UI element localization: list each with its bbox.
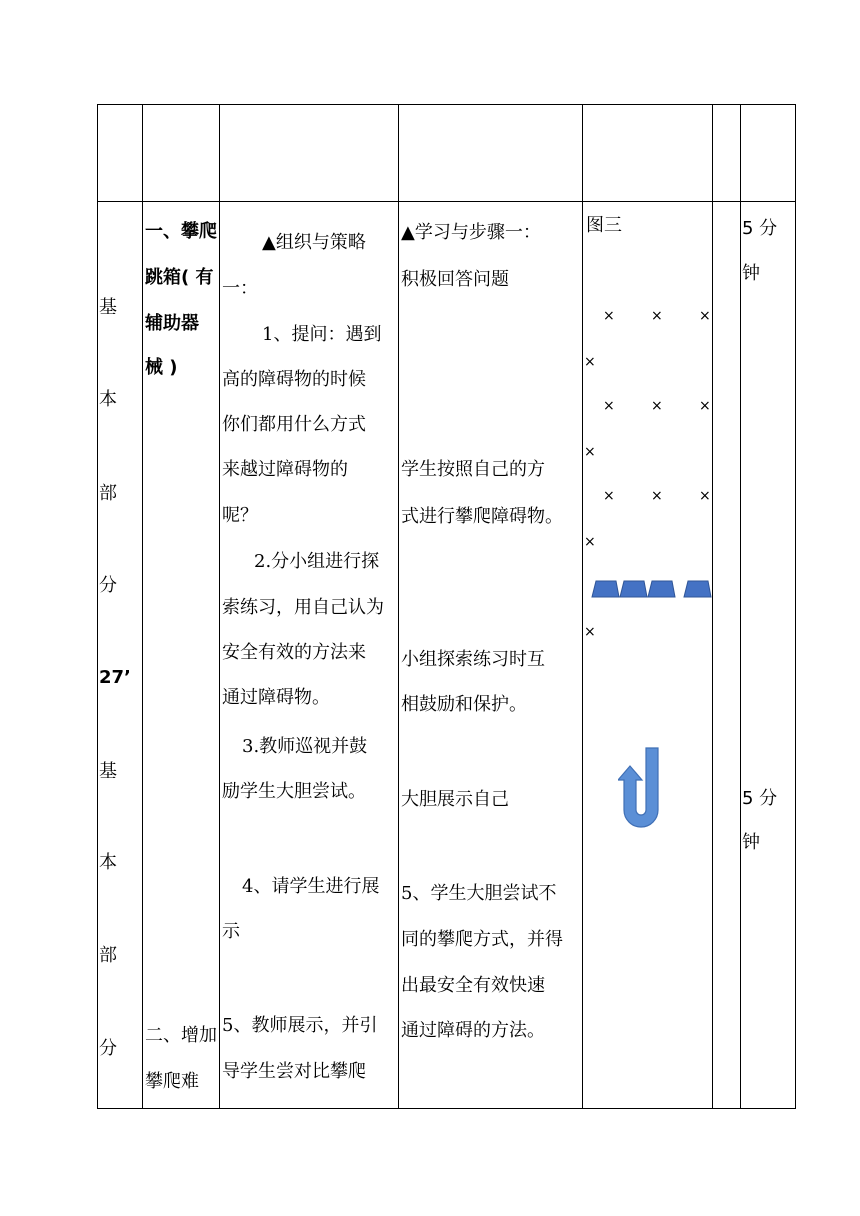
student-mark: × bbox=[699, 488, 711, 504]
content-line: ▲学习与步骤一： bbox=[401, 222, 541, 243]
content-line: 出最安全有效快速 bbox=[401, 975, 545, 996]
vaulting-box bbox=[684, 581, 711, 597]
student-mark: × bbox=[699, 308, 711, 324]
student-mark: × bbox=[603, 488, 615, 504]
col-border bbox=[398, 104, 399, 1109]
figure-label: 图三 bbox=[586, 215, 622, 236]
header-row-divider bbox=[97, 201, 796, 202]
content-line: 2.分小组进行探 bbox=[254, 551, 380, 572]
col-border bbox=[142, 104, 143, 1109]
content-line: 同的攀爬方式，并得 bbox=[401, 929, 563, 950]
time-unit: 钟 bbox=[742, 263, 760, 284]
activity-title-line: 一、攀爬 bbox=[145, 221, 217, 242]
section-char: 本 bbox=[99, 852, 117, 873]
activity-title-line: 械 ) bbox=[145, 357, 178, 378]
content-line: ▲组织与策略 bbox=[262, 232, 366, 253]
activity-title-line: 辅助器 bbox=[145, 313, 199, 334]
col-border bbox=[97, 104, 98, 1109]
content-line: 1、提问：遇到 bbox=[262, 324, 382, 345]
content-line: 呢？ bbox=[222, 505, 258, 526]
section-char: 基 bbox=[99, 297, 117, 318]
col-border bbox=[712, 104, 713, 1109]
activity-title-line: 跳箱( 有 bbox=[145, 267, 214, 288]
content-line: 一： bbox=[222, 278, 258, 299]
section-char: 基 bbox=[99, 761, 117, 782]
student-mark: × bbox=[651, 488, 663, 504]
content-line: 学生按照自己的方 bbox=[401, 459, 545, 480]
student-mark: × bbox=[651, 308, 663, 324]
section-char: 分 bbox=[99, 1038, 117, 1059]
content-line: 式进行攀爬障碍物。 bbox=[401, 506, 563, 527]
student-mark: × bbox=[584, 624, 596, 640]
content-line: 索练习，用自己认为 bbox=[222, 597, 384, 618]
col-border bbox=[582, 104, 583, 1109]
content-line: 5、教师展示，并引 bbox=[222, 1015, 378, 1036]
time-unit: 钟 bbox=[742, 832, 760, 853]
content-line: 你们都用什么方式 bbox=[222, 414, 366, 435]
vaulting-box bbox=[648, 581, 675, 597]
col-border bbox=[740, 104, 741, 1109]
section-char: 分 bbox=[99, 575, 117, 596]
content-line: 小组探索练习时互 bbox=[401, 649, 545, 670]
section-char: 部 bbox=[99, 945, 117, 966]
vaulting-boxes bbox=[588, 576, 718, 604]
content-line: 励学生大胆尝试。 bbox=[222, 781, 366, 802]
lesson-plan-table bbox=[97, 104, 796, 1109]
table-bottom-border bbox=[97, 1108, 796, 1109]
student-mark: × bbox=[699, 398, 711, 414]
content-line: 通过障碍的方法。 bbox=[401, 1020, 545, 1041]
time-value: 5 分 bbox=[742, 788, 778, 809]
content-line: 示 bbox=[222, 921, 240, 942]
duration-label: 27’ bbox=[99, 667, 131, 688]
content-line: 导学生尝对比攀爬 bbox=[222, 1061, 366, 1082]
content-line: 通过障碍物。 bbox=[222, 687, 330, 708]
content-line: 相鼓励和保护。 bbox=[401, 694, 527, 715]
content-line: 3.教师巡视并鼓 bbox=[242, 736, 368, 757]
activity-title-line: 二、增加 bbox=[145, 1025, 217, 1046]
u-turn-arrow-icon bbox=[618, 744, 662, 836]
content-line: 4、请学生进行展 bbox=[242, 876, 380, 897]
student-mark: × bbox=[651, 398, 663, 414]
student-mark: × bbox=[603, 398, 615, 414]
section-char: 部 bbox=[99, 483, 117, 504]
vaulting-box bbox=[620, 581, 647, 597]
student-mark: × bbox=[584, 444, 596, 460]
student-mark: × bbox=[584, 354, 596, 370]
col-border bbox=[795, 104, 796, 1109]
vaulting-box bbox=[592, 581, 619, 597]
content-line: 来越过障碍物的 bbox=[222, 459, 348, 480]
content-line: 积极回答问题 bbox=[401, 269, 509, 290]
col-border bbox=[219, 104, 220, 1109]
content-line: 5、学生大胆尝试不 bbox=[401, 883, 557, 904]
student-mark: × bbox=[584, 534, 596, 550]
content-line: 安全有效的方法来 bbox=[222, 642, 366, 663]
content-line: 高的障碍物的时候 bbox=[222, 369, 366, 390]
section-char: 本 bbox=[99, 389, 117, 410]
student-mark: × bbox=[603, 308, 615, 324]
activity-title-line: 攀爬难 bbox=[145, 1071, 199, 1092]
table-top-border bbox=[97, 104, 796, 105]
content-line: 大胆展示自己 bbox=[401, 789, 509, 810]
time-value: 5 分 bbox=[742, 218, 778, 239]
